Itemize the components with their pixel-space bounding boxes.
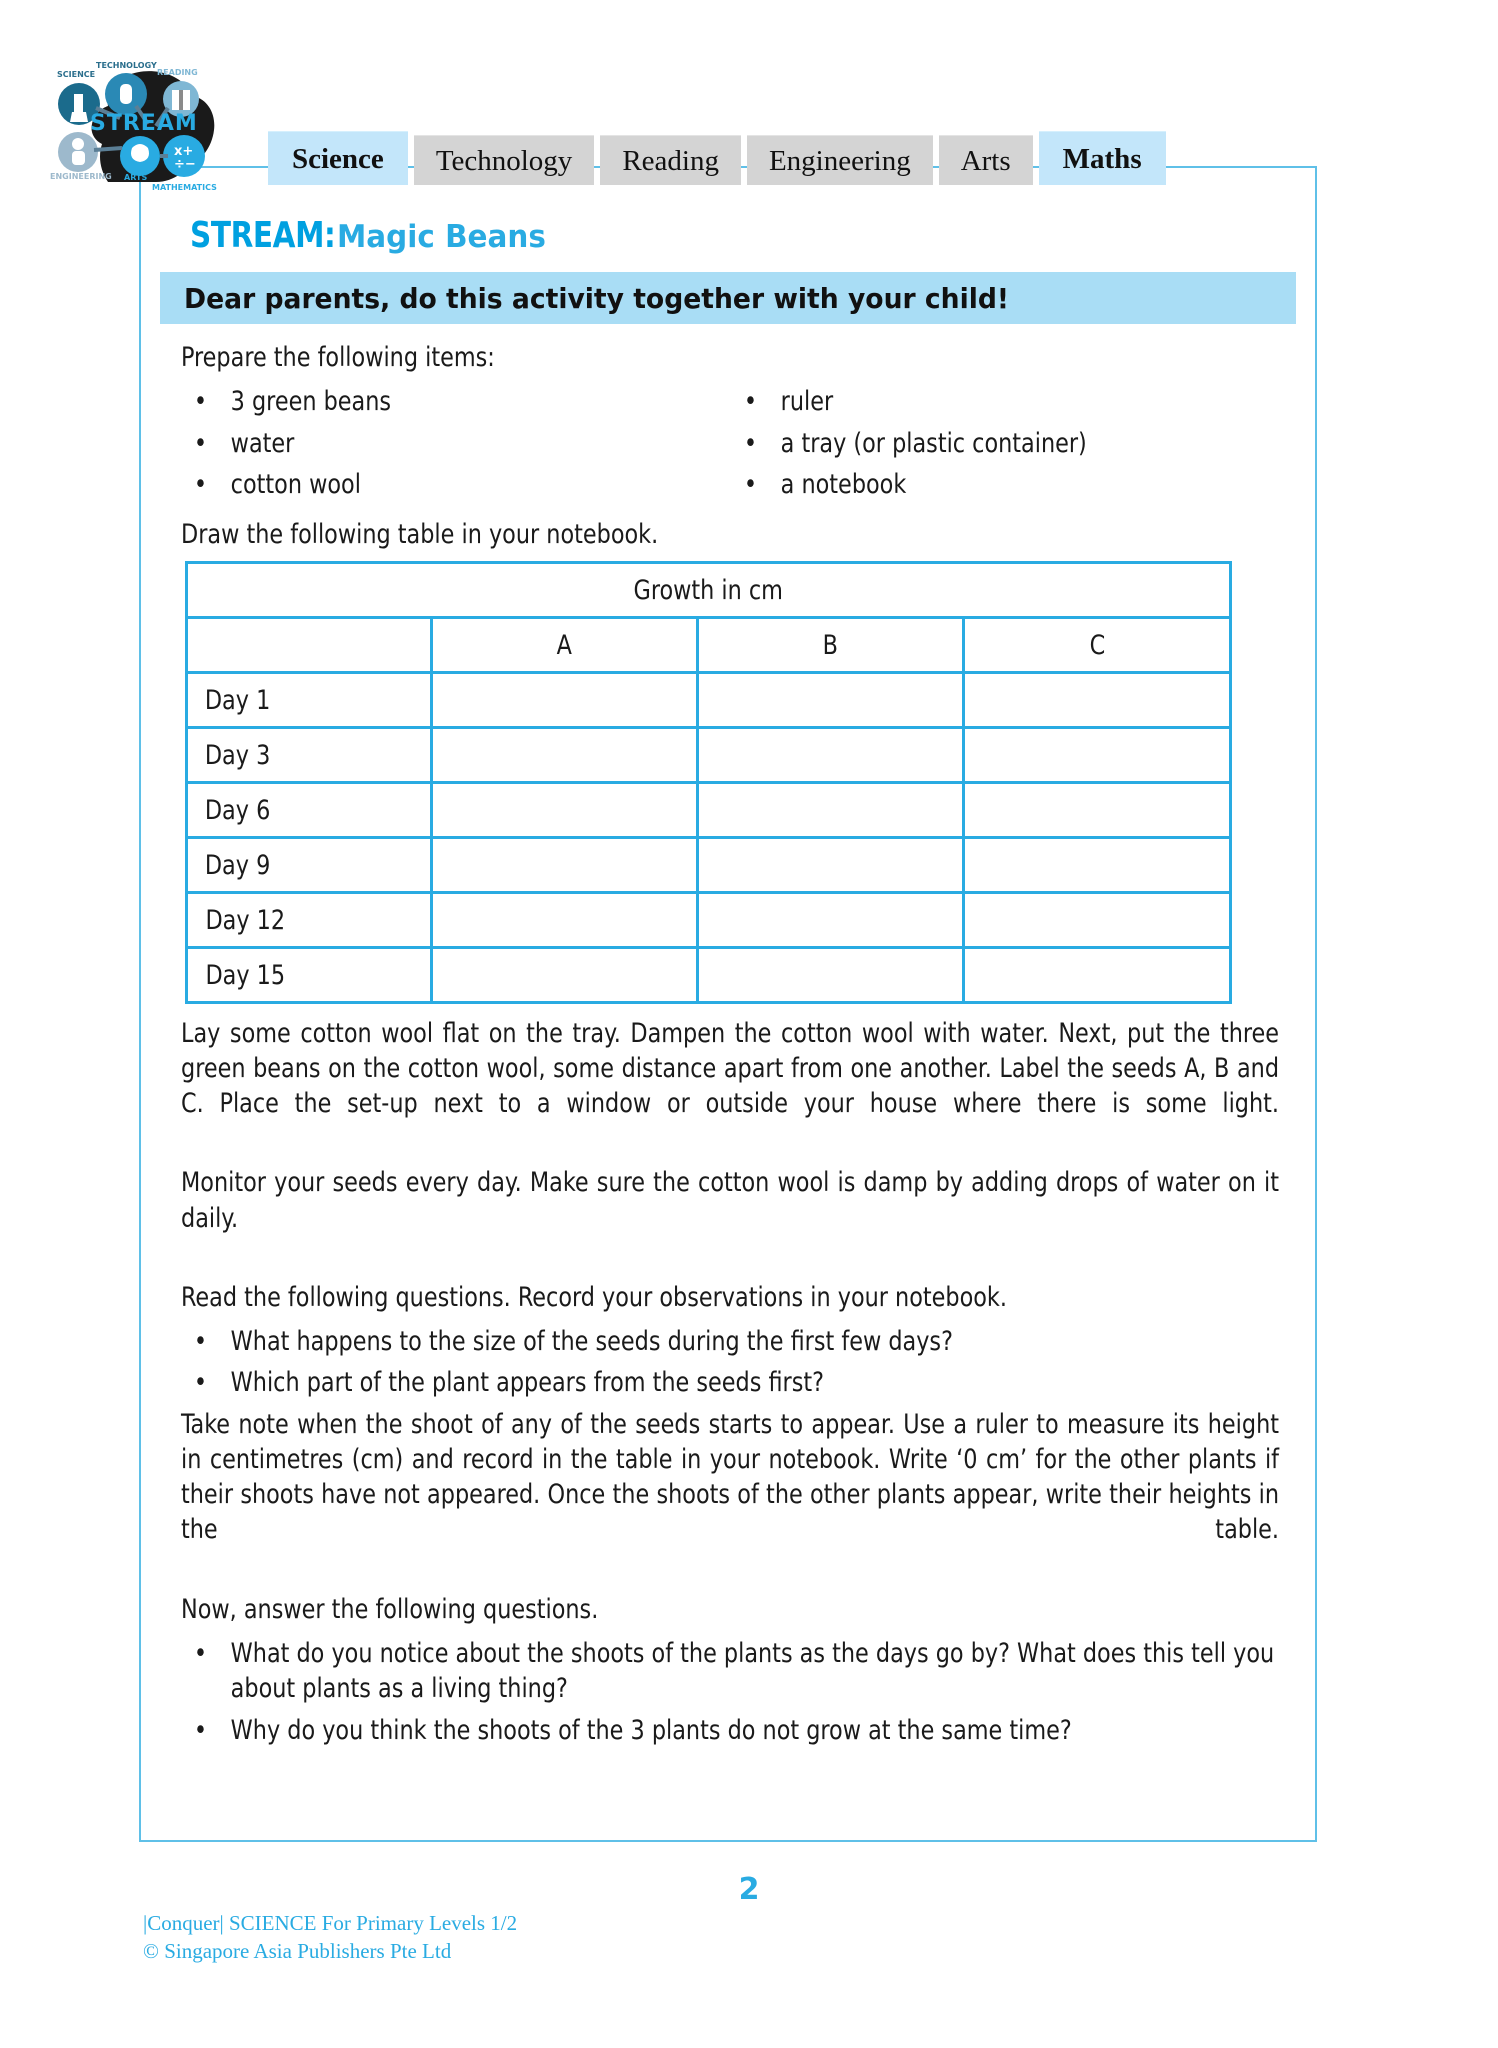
list-item — [181, 384, 730, 420]
worksheet-title-prefix: STREAM: — [190, 215, 336, 256]
worksheet-body — [181, 340, 1281, 1755]
cell-c[interactable] — [964, 673, 1231, 728]
svg-text:ENGINEERING: ENGINEERING — [50, 172, 112, 181]
stream-logo — [44, 52, 228, 192]
page-number: 2 — [738, 1872, 760, 1907]
list-item — [181, 426, 730, 462]
cell-c[interactable] — [964, 948, 1231, 1003]
list-item — [181, 1324, 1279, 1360]
cell-c[interactable] — [964, 728, 1231, 783]
list-item-label: a notebook — [780, 469, 907, 501]
stream-wordmark: STREAM — [90, 111, 198, 136]
tab-arts[interactable] — [939, 135, 1033, 185]
table-row — [187, 838, 1231, 893]
table-row — [187, 948, 1231, 1003]
list-item-label: water — [230, 427, 295, 459]
bullet-icon: • — [193, 1714, 208, 1746]
cell-a[interactable] — [432, 838, 698, 893]
subject-tab-strip — [268, 131, 1166, 185]
parents-banner-text: Dear parents, do this activity together with your child! — [184, 281, 1010, 315]
list-item — [181, 1636, 1279, 1707]
bullet-icon: • — [193, 386, 208, 418]
list-item — [731, 426, 1280, 462]
materials-column-left — [181, 384, 731, 509]
column-header-b: B — [698, 618, 964, 673]
now-answer-instruction: Now, answer the following questions. — [181, 1593, 599, 1625]
table-row — [187, 728, 1231, 783]
table-title-row — [187, 563, 1231, 618]
paragraph-monitor: Monitor your seeds every day. Make sure the cotton wool is damp by adding drops of water on it daily. — [181, 1167, 1280, 1234]
column-header-blank — [187, 618, 432, 673]
bullet-icon: • — [193, 1367, 208, 1399]
row-label: Day 15 — [187, 948, 432, 1003]
table-row — [187, 893, 1231, 948]
tab-science-label: Science — [292, 143, 384, 175]
list-item-label: cotton wool — [230, 469, 361, 501]
cell-c[interactable] — [964, 838, 1231, 893]
list-item — [731, 384, 1280, 420]
tab-technology-label: Technology — [435, 145, 573, 177]
paragraph-setup: Lay some cotton wool flat on the tray. Dampen the cotton wool with water. Next, put the three green beans on the cotton wool, some distance apart from one another. Label the seeds A, B and C. Place the set-up next to a window or outside your house where there is some light. — [181, 1018, 1280, 1120]
svg-text:READING: READING — [157, 68, 198, 77]
svg-text:ARTS: ARTS — [124, 173, 148, 182]
tab-reading-label: Reading — [622, 145, 719, 177]
footer — [143, 1910, 517, 1965]
bullet-icon: • — [193, 427, 208, 459]
materials-list-left — [181, 384, 731, 503]
list-item-label: What happens to the size of the seeds during the first few days? — [230, 1325, 953, 1357]
cell-b[interactable] — [698, 673, 964, 728]
bullet-icon: • — [193, 469, 208, 501]
bullet-icon: • — [743, 427, 758, 459]
cell-c[interactable] — [964, 893, 1231, 948]
list-item-label: What do you notice about the shoots of the plants as the days go by? What does this tell you about plants as a living thing? — [230, 1637, 1275, 1705]
bullet-icon: • — [743, 386, 758, 418]
tab-maths[interactable] — [1039, 131, 1166, 185]
column-header-a: A — [432, 618, 698, 673]
tab-science[interactable] — [268, 131, 408, 185]
svg-text:x+: x+ — [174, 144, 194, 159]
row-label: Day 3 — [187, 728, 432, 783]
tab-arts-label: Arts — [960, 145, 1011, 177]
footer-line-title: |Conquer| SCIENCE For Primary Levels 1/2 — [143, 1911, 518, 1935]
list-item-label: 3 green beans — [230, 386, 392, 418]
cell-b[interactable] — [698, 783, 964, 838]
bullet-icon: • — [193, 1325, 208, 1357]
growth-table-title: Growth in cm — [187, 563, 1231, 618]
questions-list-second — [181, 1636, 1281, 1749]
list-item — [731, 467, 1280, 503]
list-item-label: ruler — [780, 386, 834, 418]
growth-table-wrapper — [185, 561, 1281, 1004]
materials-column-right — [731, 384, 1281, 509]
draw-table-instruction: Draw the following table in your notebook. — [181, 518, 659, 550]
bullet-icon: • — [193, 1637, 208, 1669]
cell-b[interactable] — [698, 838, 964, 893]
cell-b[interactable] — [698, 728, 964, 783]
tab-engineering[interactable] — [747, 135, 933, 185]
list-item — [181, 467, 730, 503]
growth-table — [185, 561, 1232, 1004]
cell-a[interactable] — [432, 728, 698, 783]
materials-list-right — [731, 384, 1281, 503]
cell-b[interactable] — [698, 948, 964, 1003]
cell-a[interactable] — [432, 673, 698, 728]
column-header-c: C — [964, 618, 1231, 673]
prepare-heading: Prepare the following items: — [181, 342, 495, 373]
svg-text:SCIENCE: SCIENCE — [57, 70, 96, 79]
svg-text:÷−: ÷− — [174, 157, 196, 172]
list-item — [181, 1365, 1279, 1401]
cell-a[interactable] — [432, 783, 698, 838]
row-label: Day 9 — [187, 838, 432, 893]
cell-c[interactable] — [964, 783, 1231, 838]
table-row — [187, 783, 1231, 838]
row-label: Day 6 — [187, 783, 432, 838]
paragraph-measure: Take note when the shoot of any of the seeds starts to appear. Use a ruler to measure its height in centimetres (cm) and record in the table in your notebook. Write ‘0 cm’ for the other plants if their shoots have not appeared. Once the shoots of the other plants appear, write their heights in the table. — [181, 1409, 1280, 1546]
footer-line-copyright: © Singapore Asia Publishers Pte Ltd — [143, 1938, 452, 1963]
bullet-icon: • — [743, 469, 758, 501]
table-header-row — [187, 618, 1231, 673]
cell-a[interactable] — [432, 893, 698, 948]
tab-technology[interactable] — [414, 135, 595, 185]
worksheet-title-topic: Magic Beans — [337, 219, 547, 255]
list-item — [181, 1713, 1279, 1749]
worksheet-title — [190, 215, 557, 256]
row-label: Day 12 — [187, 893, 432, 948]
list-item-label: a tray (or plastic container) — [780, 427, 1087, 459]
list-item-label: Which part of the plant appears from the seeds first? — [230, 1367, 824, 1399]
svg-text:MATHEMATICS: MATHEMATICS — [152, 183, 217, 192]
list-item-label: Why do you think the shoots of the 3 plants do not grow at the same time? — [230, 1714, 1072, 1746]
cell-b[interactable] — [698, 893, 964, 948]
questions-list-first — [181, 1324, 1281, 1401]
tab-engineering-label: Engineering — [768, 145, 911, 177]
read-questions-instruction: Read the following questions. Record your observations in your notebook. — [181, 1281, 1007, 1313]
cell-a[interactable] — [432, 948, 698, 1003]
table-row — [187, 673, 1231, 728]
materials-lists — [181, 384, 1281, 509]
parents-banner — [160, 272, 1296, 324]
tab-maths-label: Maths — [1062, 143, 1142, 175]
row-label: Day 1 — [187, 673, 432, 728]
tab-reading[interactable] — [600, 135, 741, 185]
svg-text:TECHNOLOGY: TECHNOLOGY — [96, 61, 157, 70]
